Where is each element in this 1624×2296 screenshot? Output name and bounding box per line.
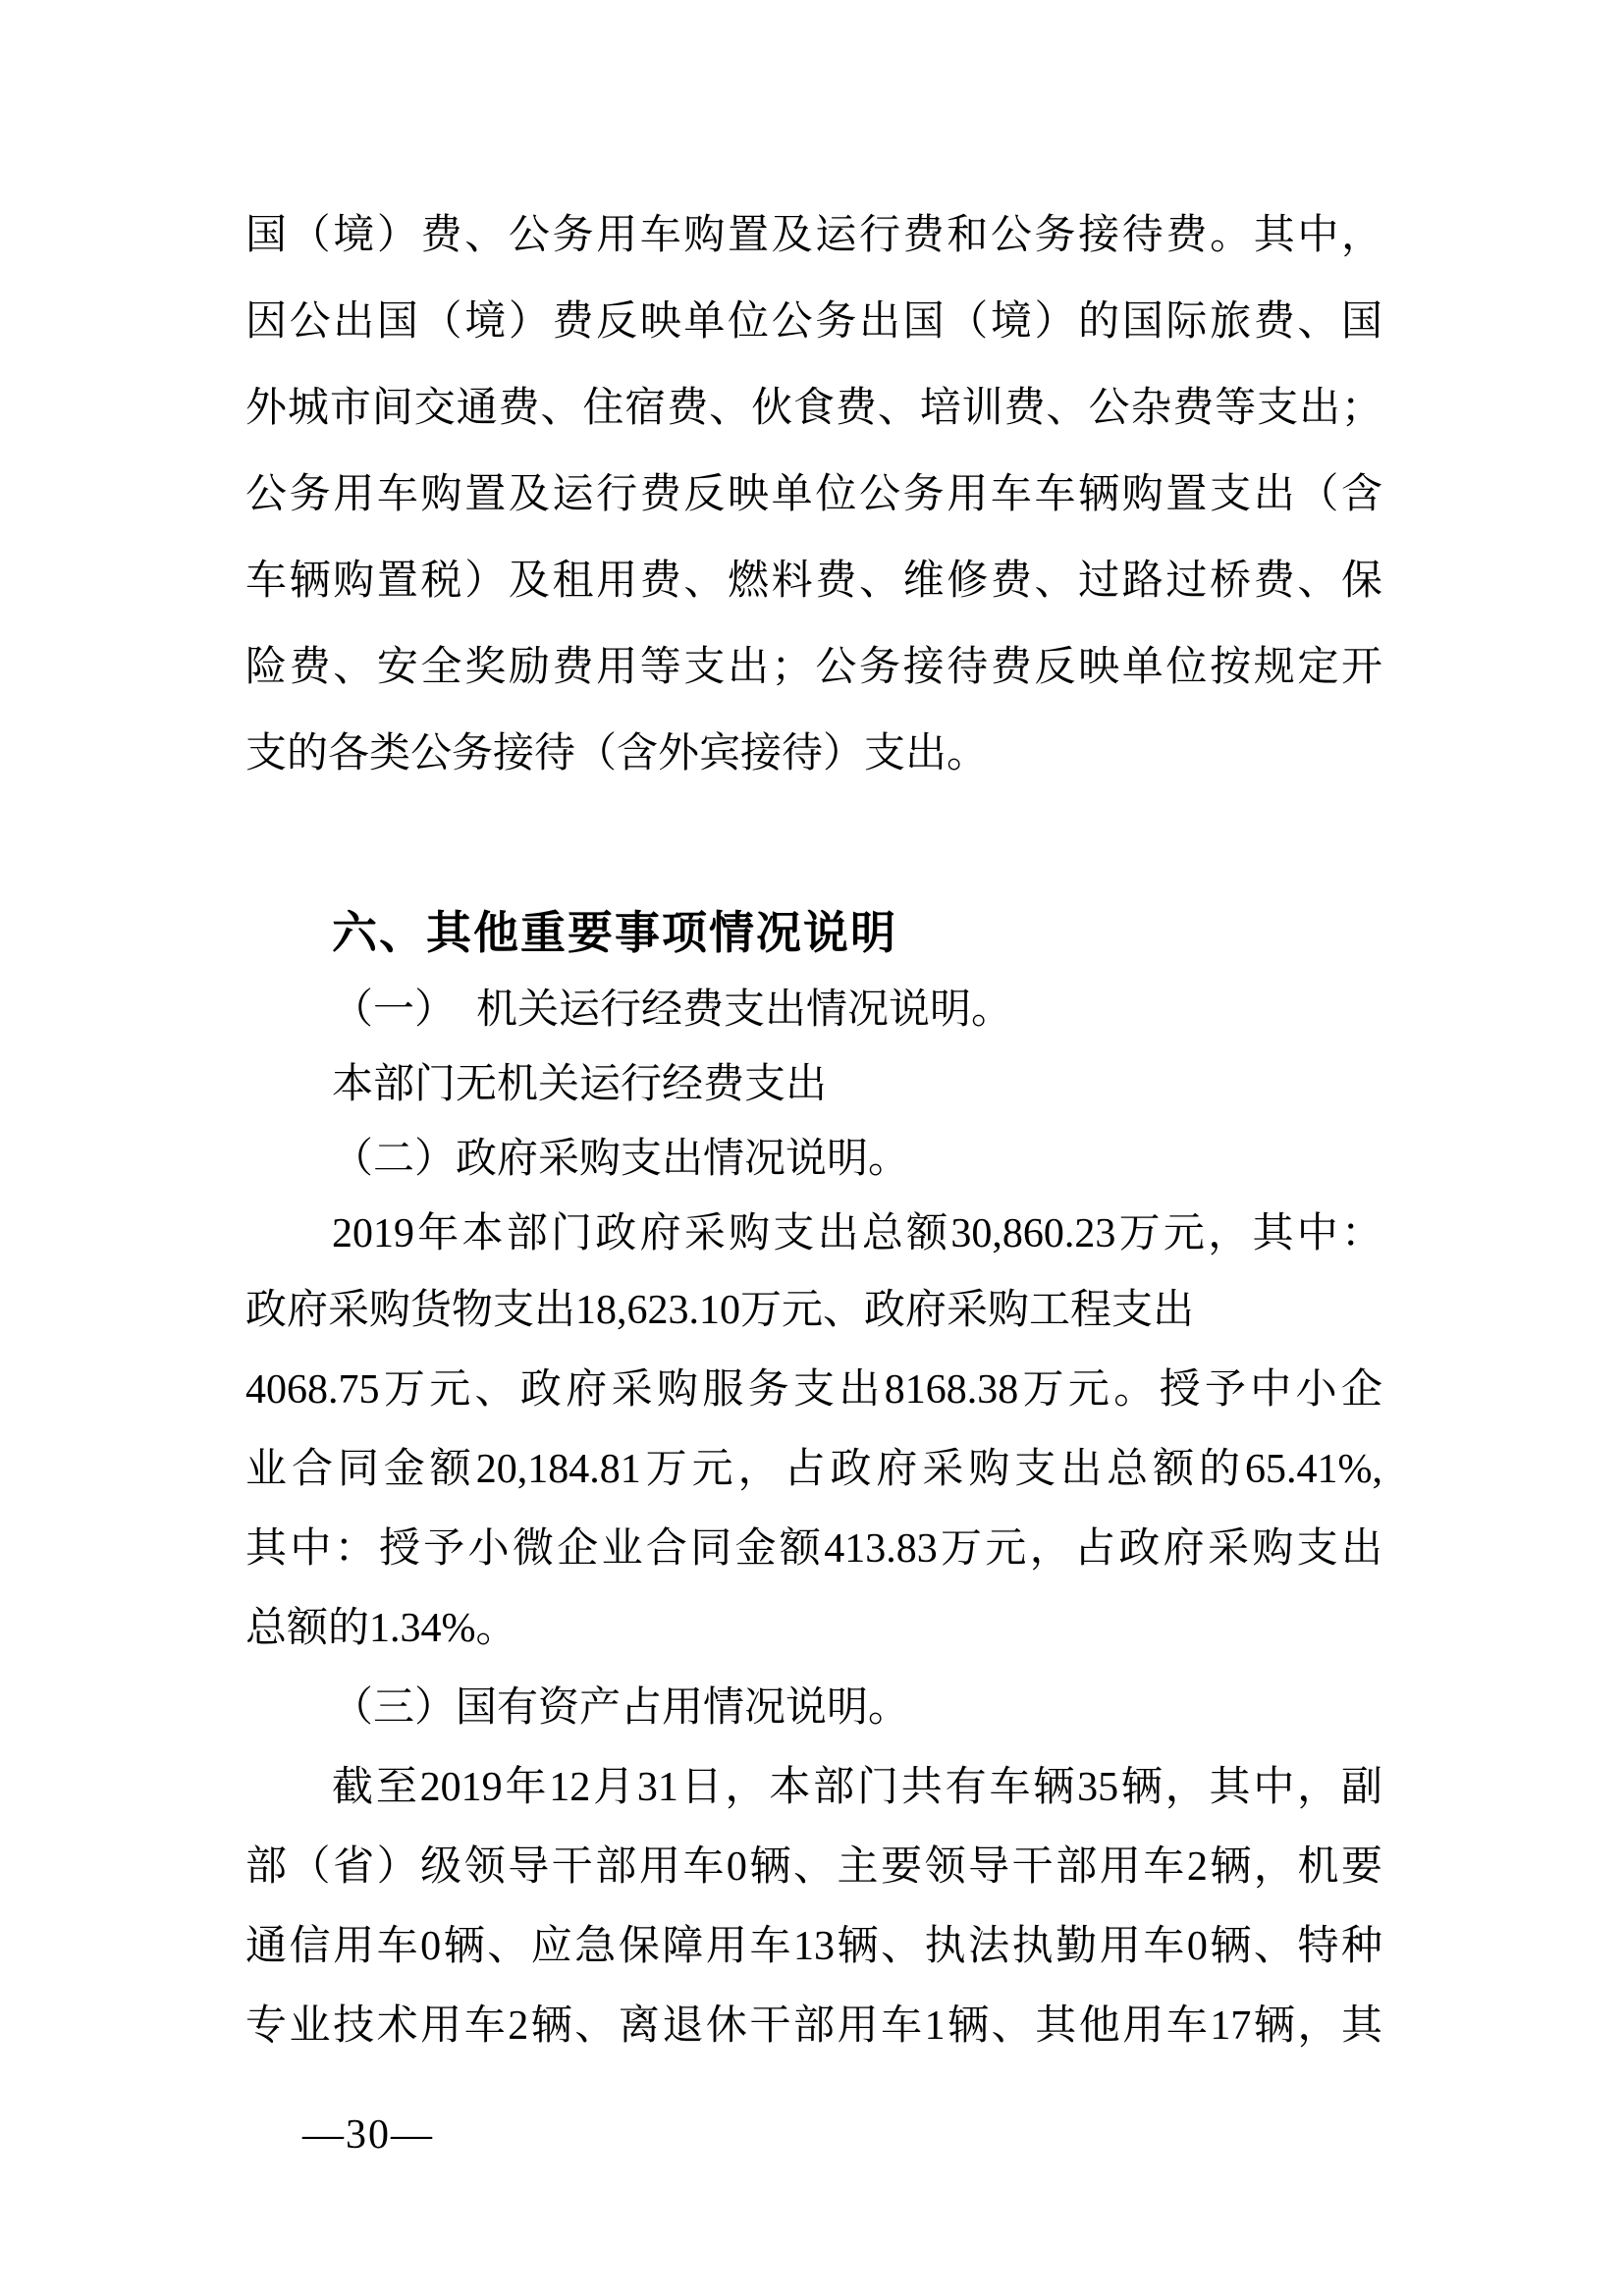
- text-line: 2019年本部门政府采购支出总额30,860.23万元，其中：: [332, 1211, 1382, 1256]
- text-line: 其中：授予小微企业合同金额413.83万元，占政府采购支出: [245, 1526, 1382, 1572]
- paragraph-continuation: [245, 192, 1382, 797]
- section-heading: 六、其他重要事项情况说明: [332, 907, 897, 958]
- text-line: 总额的1.34%。: [245, 1606, 517, 1651]
- text-line: （一） 机关运行经费支出情况说明。: [332, 988, 1013, 1033]
- text-line: 外城市间交通费、住宿费、伙食费、培训费、公杂费等支出；: [245, 386, 1382, 431]
- text-line: 公务用车购置及运行费反映单位公务用车车辆购置支出（含: [245, 472, 1382, 517]
- text-line: （二）政府采购支出情况说明。: [332, 1137, 910, 1182]
- text-line: 部（省）级领导干部用车0辆、主要领导干部用车2辆，机要: [245, 1844, 1382, 1890]
- text-line: 4068.75万元、政府采购服务支出8168.38万元。授予中小企: [245, 1367, 1382, 1413]
- text-line: 险费、安全奖励费用等支出；公务接待费反映单位按规定开: [245, 645, 1382, 690]
- text-line: 通信用车0辆、应急保障用车13辆、执法执勤用车0辆、特种: [245, 1924, 1382, 1969]
- text-line: 截至2019年12月31日，本部门共有车辆35辆，其中，副: [332, 1765, 1382, 1810]
- footer-page-number: —30—: [302, 2112, 434, 2158]
- text-line: 业合同金额20,184.81万元，占政府采购支出总额的65.41%,: [245, 1447, 1382, 1492]
- text-line: 政府采购货物支出18,623.10万元、政府采购工程支出: [245, 1288, 1195, 1333]
- text-line: 专业技术用车2辆、离退休干部用车1辆、其他用车17辆，其: [245, 2003, 1382, 2049]
- text-line: 车辆购置税）及租用费、燃料费、维修费、过路过桥费、保: [245, 559, 1382, 604]
- section-procurement-assets: [245, 1271, 1382, 2066]
- text-line: 本部门无机关运行经费支出: [332, 1062, 828, 1107]
- text-line: 支的各类公务接待（含外宾接待）支出。: [245, 731, 989, 776]
- text-line: 因公出国（境）费反映单位公务出国（境）的国际旅费、国: [245, 299, 1382, 345]
- section-organ-expense: [245, 973, 1382, 1271]
- document-content: [245, 192, 1382, 2174]
- text-line: （三）国有资产占用情况说明。: [332, 1685, 910, 1731]
- text-line: 国（境）费、公务用车购置及运行费和公务接待费。其中，: [245, 213, 1382, 258]
